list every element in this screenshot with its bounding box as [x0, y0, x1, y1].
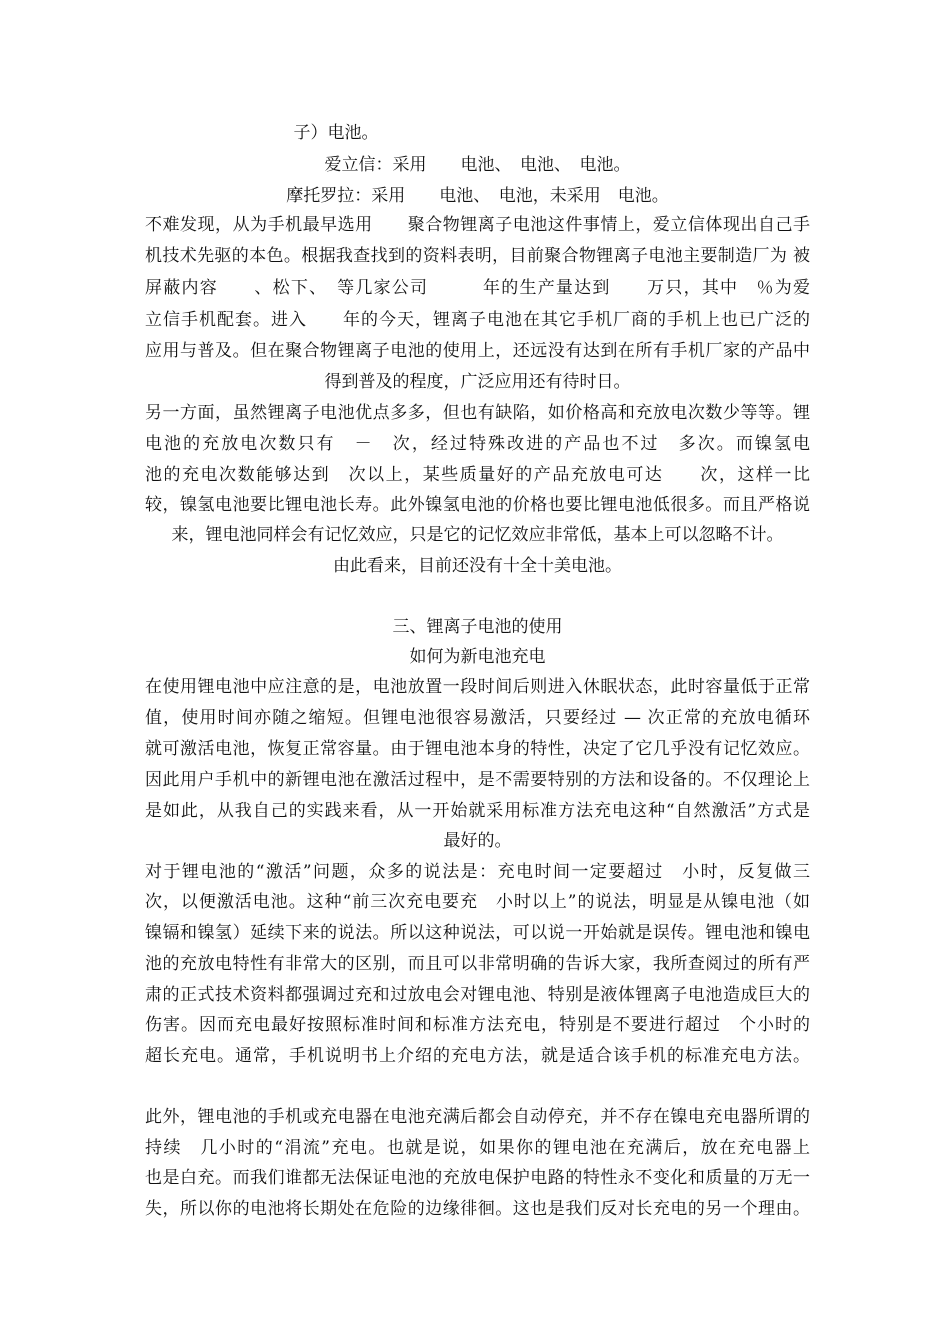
para2-line-4: 较，镍氢电池要比锂电池长寿。此外镍氢电池的价格也要比锂电池低很多。而且严格说: [145, 495, 810, 515]
para4-line-4: 池的充放电特性有非常大的区别，而且可以非常明确的告诉大家，我所查阅过的所有严: [145, 954, 810, 974]
para1-line-1: 不难发现，从为手机最早选用 聚合物锂离子电池这件事情上，爱立信体现出自己手: [145, 215, 810, 235]
header-line-1: 子）电池。: [293, 123, 379, 143]
header-line-2: 爱立信：采用 电池、 电池、 电池。: [324, 155, 631, 175]
para2-line-3: 池的充电次数能够达到 次以上，某些质量好的产品充放电可达 次，这样一比: [145, 465, 810, 485]
para1-line-3: 屏蔽内容 、松下、 等几家公司 年的生产量达到 万只，其中 ％为爱: [145, 278, 810, 298]
para1-line-6: 得到普及的程度，广泛应用还有待时日。: [324, 372, 631, 392]
para4-line-6: 伤害。因而充电最好按照标准时间和标准方法充电，特别是不要进行超过 个小时的: [145, 1015, 810, 1035]
para5-line-1: 此外，锂电池的手机或充电器在电池充满后都会自动停充，并不存在镍电充电器所谓的: [145, 1107, 810, 1127]
section-title: 三、锂离子电池的使用: [392, 617, 563, 637]
para5-line-4: 失，所以你的电池将长期处在危险的边缘徘徊。这也是我们反对长充电的另一个理由。: [145, 1199, 810, 1219]
para1-line-2: 机技术先驱的本色。根据我查找到的资料表明，目前聚合物锂离子电池主要制造厂为 被: [145, 246, 810, 266]
para2-line-1: 另一方面，虽然锂离子电池优点多多，但也有缺陷，如价格高和充放电次数少等等。锂: [145, 403, 810, 423]
para3-line-2: 值，使用时间亦随之缩短。但锂电池很容易激活，只要经过 — 次正常的充放电循环: [145, 708, 810, 728]
header-line-3: 摩托罗拉：采用 电池、 电池，未采用 电池。: [286, 186, 669, 206]
para3-line-5: 是如此，从我自己的实践来看，从一开始就采用标准方法充电这种“自然激活”方式是: [145, 801, 810, 821]
para3-line-3: 就可激活电池，恢复正常容量。由于锂电池本身的特性，决定了它几乎没有记忆效应。: [145, 739, 810, 759]
para3-line-6: 最好的。: [443, 831, 512, 851]
para3-line-1: 在使用锂电池中应注意的是，电池放置一段时间后则进入休眠状态，此时容量低于正常: [145, 677, 810, 697]
para2-line-6: 由此看来，目前还没有十全十美电池。: [333, 556, 622, 576]
para5-line-2: 持续 几小时的“涓流”充电。也就是说，如果你的锂电池在充满后，放在充电器上: [145, 1138, 810, 1158]
para1-line-5: 应用与普及。但在聚合物锂离子电池的使用上，还远没有达到在所有手机厂家的产品中: [145, 341, 810, 361]
section-subtitle: 如何为新电池充电: [409, 647, 546, 667]
para5-line-3: 也是白充。而我们谁都无法保证电池的充放电保护电路的特性永不变化和质量的万无一: [145, 1168, 810, 1188]
para1-line-4: 立信手机配套。进入 年的今天，锂离子电池在其它手机厂商的手机上也已广泛的: [145, 310, 810, 330]
para4-line-1: 对于锂电池的“激活”问题，众多的说法是：充电时间一定要超过 小时，反复做三: [145, 862, 810, 882]
para4-line-5: 肃的正式技术资料都强调过充和过放电会对锂电池、特别是液体锂离子电池造成巨大的: [145, 985, 810, 1005]
para2-line-5: 来，锂电池同样会有记忆效应，只是它的记忆效应非常低，基本上可以忽略不计。: [171, 525, 784, 545]
para4-line-2: 次，以便激活电池。这种“前三次充电要充 小时以上”的说法，明显是从镍电池（如: [145, 892, 810, 912]
para4-line-3: 镍镉和镍氢）延续下来的说法。所以这种说法，可以说一开始就是误传。锂电池和镍电: [145, 923, 810, 943]
para4-line-7: 超长充电。通常，手机说明书上介绍的充电方法，就是适合该手机的标准充电方法。: [145, 1046, 810, 1066]
para3-line-4: 因此用户手机中的新锂电池在激活过程中，是不需要特别的方法和设备的。不仅理论上: [145, 770, 810, 790]
para2-line-2: 电池的充放电次数只有 － 次，经过特殊改进的产品也不过 多次。而镍氢电: [145, 434, 810, 454]
